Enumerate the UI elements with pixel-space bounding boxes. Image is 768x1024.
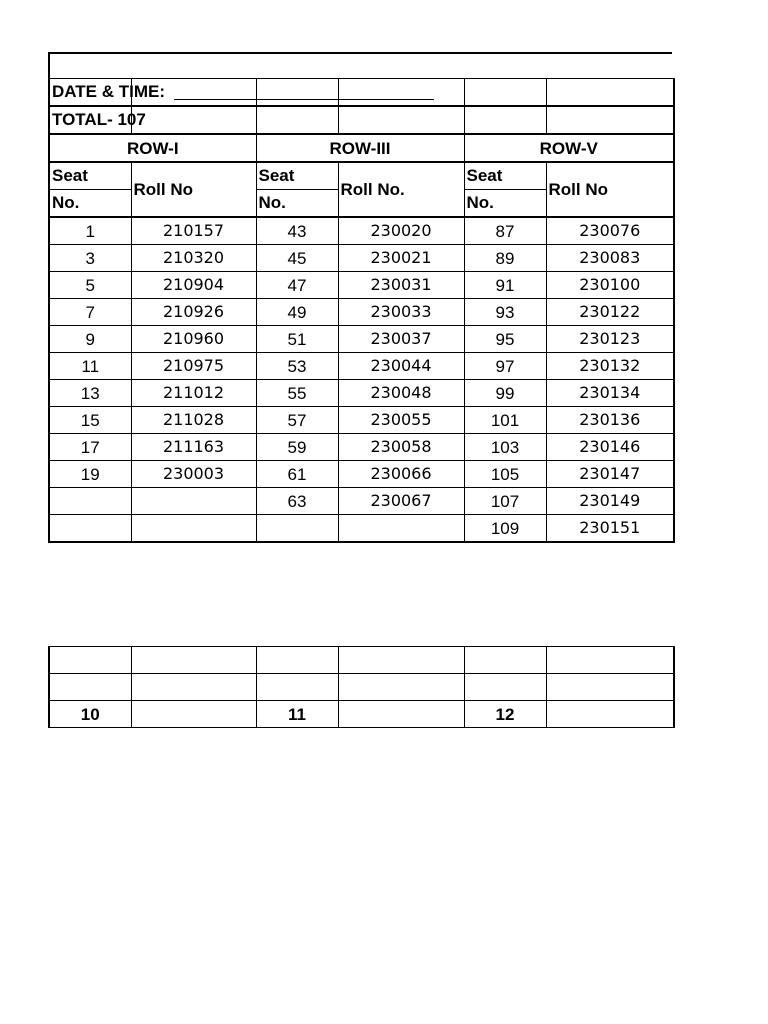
- footer-cell[interactable]: [131, 647, 256, 674]
- roll-no-cell[interactable]: 230147: [546, 461, 674, 488]
- roll-no-cell[interactable]: 230076: [546, 217, 674, 245]
- roll-no-cell[interactable]: 210904: [131, 272, 256, 299]
- row-group-1: ROW-I: [49, 134, 256, 162]
- seat-label-top: Seat: [257, 163, 338, 190]
- seat-no-cell[interactable]: 107: [464, 488, 546, 515]
- roll-no-cell[interactable]: 210320: [131, 245, 256, 272]
- seat-no-cell[interactable]: 87: [464, 217, 546, 245]
- roll-no-cell[interactable]: 210157: [131, 217, 256, 245]
- roll-no-cell[interactable]: 230066: [338, 461, 464, 488]
- roll-no-cell[interactable]: 211163: [131, 434, 256, 461]
- seat-no-cell[interactable]: 97: [464, 353, 546, 380]
- seat-no-cell[interactable]: 89: [464, 245, 546, 272]
- seat-no-cell[interactable]: 61: [256, 461, 338, 488]
- total-cell[interactable]: [49, 106, 146, 134]
- table-row: [49, 461, 674, 488]
- seat-label-bottom: No.: [466, 193, 494, 212]
- seat-no-cell[interactable]: 43: [256, 217, 338, 245]
- footer-cell[interactable]: [338, 701, 464, 728]
- seat-no-cell[interactable]: 57: [256, 407, 338, 434]
- date-time-label: DATE & TIME:: [52, 82, 170, 101]
- roll-no-cell[interactable]: 230100: [546, 272, 674, 299]
- total-cell-3[interactable]: [256, 106, 338, 134]
- roll-no-cell[interactable]: 210960: [131, 326, 256, 353]
- total-cell-4[interactable]: [338, 106, 464, 134]
- roll-no-header-2: Roll No.: [338, 162, 464, 217]
- seat-no-cell[interactable]: 63: [256, 488, 338, 515]
- footer-cell[interactable]: [256, 647, 338, 674]
- seat-no-cell[interactable]: 91: [464, 272, 546, 299]
- footer-cell[interactable]: [546, 701, 674, 728]
- row-group-3: ROW-V: [464, 134, 674, 162]
- roll-no-cell[interactable]: 210975: [131, 353, 256, 380]
- table-row: [49, 245, 674, 272]
- footer-number-2: 11: [256, 701, 338, 728]
- footer-number-1: 10: [49, 701, 131, 728]
- seat-no-cell[interactable]: 47: [256, 272, 338, 299]
- roll-no-cell[interactable]: 211028: [131, 407, 256, 434]
- footer-table: [48, 646, 675, 728]
- total-row: [49, 106, 674, 134]
- roll-no-cell[interactable]: 230149: [546, 488, 674, 515]
- date-time-cell-6[interactable]: [546, 79, 674, 107]
- roll-no-cell[interactable]: 230055: [338, 407, 464, 434]
- roll-no-cell[interactable]: 230048: [338, 380, 464, 407]
- footer-cell[interactable]: [546, 647, 674, 674]
- footer-cell[interactable]: [464, 647, 546, 674]
- sheet-left-border: [48, 52, 50, 79]
- table-row: [49, 380, 674, 407]
- roll-no-cell[interactable]: 230067: [338, 488, 464, 515]
- roll-no-cell[interactable]: 230020: [338, 217, 464, 245]
- table-row: [49, 217, 674, 245]
- footer-cell[interactable]: [338, 674, 464, 701]
- seat-no-cell[interactable]: 109: [464, 515, 546, 543]
- roll-no-cell[interactable]: 230122: [546, 299, 674, 326]
- seat-no-cell[interactable]: 105: [464, 461, 546, 488]
- date-time-row: [49, 79, 674, 107]
- seat-no-cell[interactable]: [256, 515, 338, 543]
- seat-no-header-3: [464, 162, 546, 217]
- seat-no-cell[interactable]: 17: [49, 434, 131, 461]
- total-cell-2[interactable]: [131, 106, 256, 134]
- seat-no-cell[interactable]: 19: [49, 461, 131, 488]
- footer-row-1: [49, 647, 674, 674]
- date-time-cell[interactable]: [49, 79, 170, 107]
- row-group-header: [49, 134, 674, 162]
- table-row: [49, 407, 674, 434]
- roll-no-cell[interactable]: 211012: [131, 380, 256, 407]
- seat-no-cell[interactable]: 95: [464, 326, 546, 353]
- seat-no-cell[interactable]: 101: [464, 407, 546, 434]
- table-row: [49, 353, 674, 380]
- table-row: [49, 299, 674, 326]
- seat-no-cell[interactable]: 51: [256, 326, 338, 353]
- roll-no-cell[interactable]: 230151: [546, 515, 674, 543]
- seat-no-cell[interactable]: 11: [49, 353, 131, 380]
- footer-cell[interactable]: [131, 701, 256, 728]
- table-row: [49, 488, 674, 515]
- seat-label-bottom: No.: [258, 193, 286, 212]
- roll-no-cell[interactable]: 230033: [338, 299, 464, 326]
- seat-no-cell[interactable]: [49, 515, 131, 543]
- footer-cell[interactable]: [49, 674, 131, 701]
- roll-no-cell[interactable]: 230123: [546, 326, 674, 353]
- table-row: [49, 326, 674, 353]
- seat-no-header-1: [49, 162, 131, 217]
- footer-cell[interactable]: [338, 647, 464, 674]
- roll-no-cell[interactable]: 210926: [131, 299, 256, 326]
- total-cell-5[interactable]: [464, 106, 546, 134]
- footer-row-3: [49, 701, 674, 728]
- footer-cell[interactable]: [256, 674, 338, 701]
- footer-cell[interactable]: [546, 674, 674, 701]
- roll-no-cell[interactable]: 230044: [338, 353, 464, 380]
- seat-no-cell[interactable]: 93: [464, 299, 546, 326]
- seat-no-cell[interactable]: 9: [49, 326, 131, 353]
- total-label: TOTAL- 107: [52, 110, 146, 129]
- roll-no-header-3: Roll No: [546, 162, 674, 217]
- seat-no-cell[interactable]: 1: [49, 217, 131, 245]
- roll-no-cell[interactable]: 230031: [338, 272, 464, 299]
- sheet-top-border: [48, 52, 672, 54]
- seat-no-cell[interactable]: 55: [256, 380, 338, 407]
- roll-no-cell[interactable]: 230058: [338, 434, 464, 461]
- seat-no-cell[interactable]: 7: [49, 299, 131, 326]
- total-cell-6[interactable]: [546, 106, 674, 134]
- seat-no-header-2: [256, 162, 338, 217]
- seat-no-cell[interactable]: 59: [256, 434, 338, 461]
- roll-no-cell[interactable]: [131, 515, 256, 543]
- roll-no-cell[interactable]: 230146: [546, 434, 674, 461]
- table-row: [49, 272, 674, 299]
- seat-no-cell[interactable]: 15: [49, 407, 131, 434]
- seat-data-body: [49, 217, 674, 542]
- seat-no-cell[interactable]: 5: [49, 272, 131, 299]
- seat-no-cell[interactable]: 13: [49, 380, 131, 407]
- table-row: [49, 434, 674, 461]
- roll-no-cell[interactable]: [131, 488, 256, 515]
- roll-no-cell[interactable]: 230132: [546, 353, 674, 380]
- seat-no-cell[interactable]: 49: [256, 299, 338, 326]
- seat-no-cell[interactable]: 53: [256, 353, 338, 380]
- seat-no-cell[interactable]: 45: [256, 245, 338, 272]
- seat-label-bottom: No.: [52, 193, 80, 212]
- seat-label-top: Seat: [465, 163, 546, 190]
- footer-row-2: [49, 674, 674, 701]
- roll-no-cell[interactable]: 230037: [338, 326, 464, 353]
- footer-cell[interactable]: [131, 674, 256, 701]
- roll-no-cell[interactable]: 230083: [546, 245, 674, 272]
- row-group-2: ROW-III: [256, 134, 464, 162]
- roll-no-cell[interactable]: [338, 515, 464, 543]
- date-time-blank-line: [174, 83, 434, 100]
- seat-label-top: Seat: [50, 163, 131, 190]
- roll-no-cell[interactable]: 230136: [546, 407, 674, 434]
- roll-no-header-1: Roll No: [131, 162, 256, 217]
- seat-no-cell[interactable]: 99: [464, 380, 546, 407]
- footer-cell[interactable]: [464, 674, 546, 701]
- column-header-row: [49, 162, 674, 217]
- roll-no-cell[interactable]: 230021: [338, 245, 464, 272]
- date-time-label-wrap: [52, 83, 434, 100]
- footer-cell[interactable]: [49, 647, 131, 674]
- seat-no-cell[interactable]: 3: [49, 245, 131, 272]
- seating-table: [48, 78, 675, 543]
- roll-no-cell[interactable]: 230134: [546, 380, 674, 407]
- table-row: [49, 515, 674, 543]
- roll-no-cell[interactable]: 230003: [131, 461, 256, 488]
- seat-no-cell[interactable]: 103: [464, 434, 546, 461]
- seat-no-cell[interactable]: [49, 488, 131, 515]
- date-time-cell-5[interactable]: [464, 79, 546, 107]
- footer-number-3: 12: [464, 701, 546, 728]
